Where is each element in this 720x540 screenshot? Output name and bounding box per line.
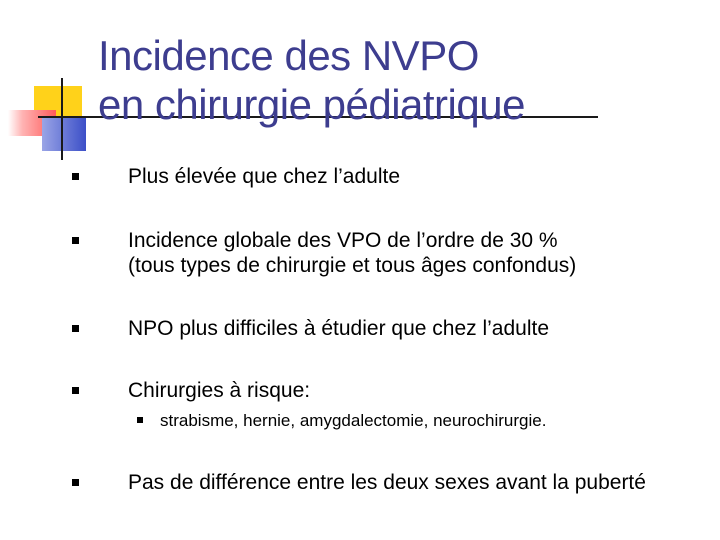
bullet-square-icon — [72, 479, 79, 486]
bullet-text: NPO plus difficiles à étudier que chez l’adulte — [128, 317, 550, 340]
bullet-square-icon — [72, 387, 79, 394]
bullet-text: Chirurgies à risque: — [128, 379, 311, 402]
slide-title-line-1: Incidence des NVPO — [98, 32, 479, 79]
bullet-text: Plus élevée que chez l’adulte — [128, 165, 401, 188]
bullet-text-line-1: Incidence globale des VPO de l’ordre de 30 % — [128, 229, 558, 252]
bullet-text-line-2: (tous types de chirurgie et tous âges confondus) — [128, 254, 577, 277]
sub-bullet-text: strabisme, hernie, amygdalectomie, neurochirurgie. — [160, 411, 547, 430]
bullet-square-icon — [72, 173, 79, 180]
sub-bullet-square-icon — [137, 417, 143, 423]
sub-bullet-item — [160, 410, 680, 432]
bullet-item — [128, 470, 688, 495]
bullet-item — [128, 316, 688, 341]
slide-title-line-2: en chirurgie pédiatrique — [98, 81, 525, 128]
bullet-square-icon — [72, 237, 79, 244]
bullet-item — [128, 228, 688, 278]
title-underline-container — [0, 0, 110, 170]
slide-title — [98, 31, 525, 129]
bullet-item — [128, 378, 688, 403]
bullet-item — [128, 164, 688, 189]
bullet-square-icon — [72, 325, 79, 332]
bullet-text: Pas de différence entre les deux sexes avant la puberté — [128, 471, 646, 494]
